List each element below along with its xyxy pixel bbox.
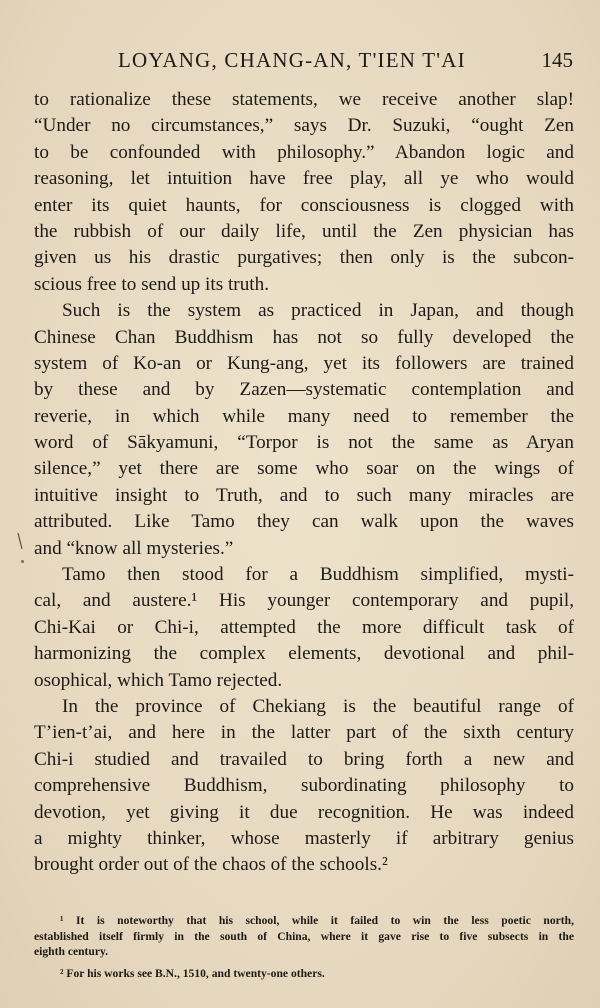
- margin-pencil-mark: [17, 532, 23, 550]
- text-line: silence,” yet there are some who soar on the wings of: [34, 458, 574, 480]
- text-line: by these and by Zazen—systematic contemplation and: [34, 379, 574, 401]
- running-title: LOYANG, CHANG-AN, T'IEN T'AI: [118, 48, 466, 72]
- text-line: “Under no circumstances,” says Dr. Suzuki, “ought Zen: [34, 115, 574, 137]
- text-line: cal, and austere.¹ His younger contemporary and pupil,: [34, 590, 574, 612]
- text-line: brought order out of the chaos of the schools.²: [34, 854, 388, 876]
- text-line: devotion, yet giving it due recognition. He was indeed: [34, 801, 574, 823]
- footnote-1: [34, 913, 574, 960]
- text-line: word of Sākyamuni, “Torpor is not the same as Aryan: [34, 432, 574, 454]
- paragraph-3: [34, 562, 574, 694]
- text-line: scious free to send up its truth.: [34, 273, 270, 295]
- text-line: attributed. Like Tamo they can walk upon the waves: [34, 511, 574, 533]
- margin-dot: [21, 560, 24, 563]
- text-line: enter its quiet haunts, for consciousness is clogged with: [34, 194, 574, 216]
- text-line: to rationalize these statements, we receive another slap!: [34, 89, 574, 110]
- text-line: to be confounded with philosophy.” Abandon logic and: [34, 141, 574, 163]
- text-line: intuitive insight to Truth, and to such many miracles are: [34, 484, 574, 506]
- text-line: system of Ko-an or Kung-ang, yet its followers are trained: [34, 352, 574, 374]
- text-line: a mighty thinker, whose masterly if arbitrary genius: [34, 827, 574, 849]
- text-line: T’ien-t’ai, and here in the latter part of the sixth century: [34, 722, 574, 744]
- text-line: reverie, in which while many need to remember the: [34, 405, 574, 427]
- body-text: [34, 87, 574, 879]
- text-line: In the province of Chekiang is the beautiful range of: [62, 695, 574, 717]
- footnote-line: eighth century.: [34, 945, 109, 959]
- footnote-line: ² For his works see B.N., 1510, and twenty-one others.: [60, 966, 325, 980]
- page-number: 145: [541, 48, 573, 72]
- footnote-line: ¹ It is noteworthy that his school, while it failed to win the less poetic north,: [60, 914, 574, 927]
- text-line: harmonizing the complex elements, devotional and phil-: [34, 643, 574, 665]
- footnote-line: established itself firmly in the south of China, where it gave rise to five subsects in the: [34, 929, 574, 943]
- text-line: the rubbish of our daily life, until the Zen physician has: [34, 220, 574, 242]
- running-head: [28, 43, 573, 77]
- text-line: comprehensive Buddhism, subordinating philosophy to: [34, 775, 574, 797]
- footnote-2: [34, 966, 574, 982]
- paragraph-2: [34, 298, 574, 562]
- text-line: given us his drastic purgatives; then only is the subcon-: [34, 247, 574, 269]
- text-line: Chinese Chan Buddhism has not so fully developed the: [34, 326, 574, 348]
- text-line: Such is the system as practiced in Japan, and though: [62, 300, 574, 322]
- paragraph-1: [34, 87, 574, 298]
- text-line: and “know all mysteries.”: [34, 537, 234, 559]
- text-line: Chi-Kai or Chi-i, attempted the more difficult task of: [34, 616, 574, 638]
- text-line: osophical, which Tamo rejected.: [34, 669, 283, 691]
- text-line: Tamo then stood for a Buddhism simplified, mysti-: [62, 564, 574, 586]
- footnotes: [34, 913, 574, 981]
- text-line: reasoning, let intuition have free play, all ye who would: [34, 168, 574, 190]
- text-line: Chi-i studied and travailed to bring forth a new and: [34, 748, 574, 770]
- paragraph-4: [34, 694, 574, 879]
